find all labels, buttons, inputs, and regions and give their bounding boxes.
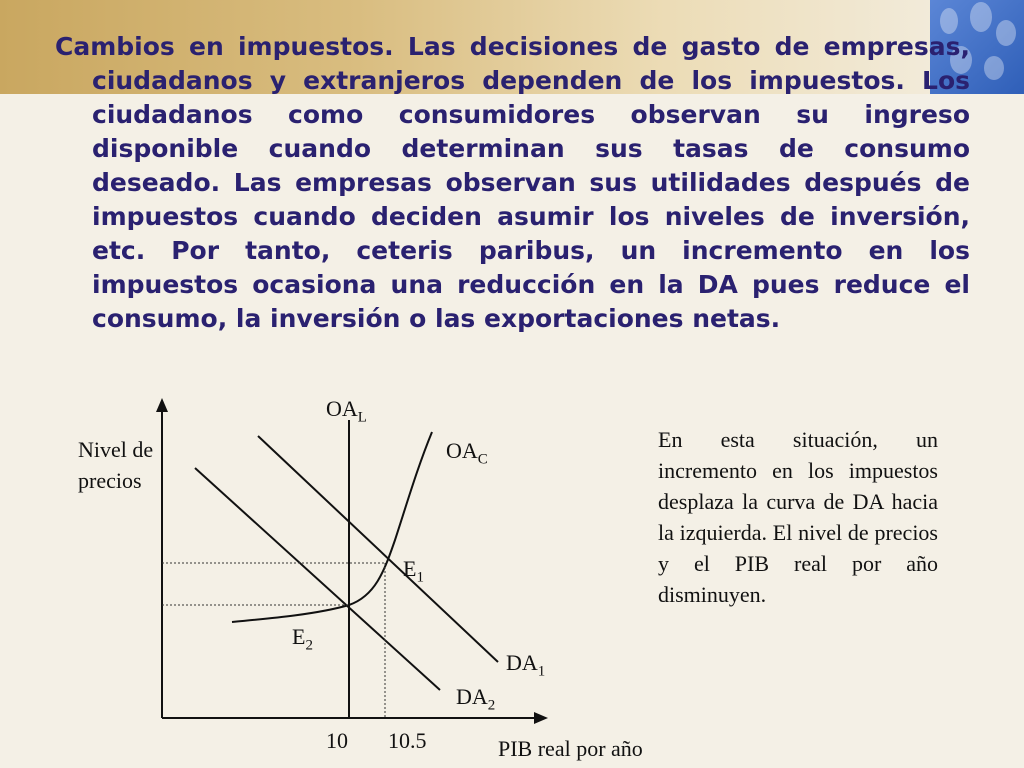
e1-label: $E_1$ [403,556,424,586]
y-axis-arrow [156,398,168,412]
da1-label: $DA_1$ [506,650,546,680]
x-tick-10-5: 10.5 [388,728,427,753]
side-note: En esta situación, un incremento en los impuestos desplaza la curva de DA hacia la izquierda. El nivel de precios y el PIB real por año disminuyen. [658,427,938,607]
x-tick-10: 10 [326,728,348,753]
x-axis-arrow [534,712,548,724]
x-axis-label: PIB real por año [498,736,643,761]
oac-curve [232,432,432,622]
oac-label: $OA_C$ [446,438,488,468]
da2-label: $DA_2$ [456,684,496,714]
oal-label: $OA_L$ [326,396,367,426]
paragraph-body: Las decisiones de gasto de empresas, ciudadanos y extranjeros dependen de los impuestos. Los ciudadanos como consumidores observan su ingreso disponible cuando determinan sus tasas de consumo deseado. Las empresas observan sus utilidades después de impuestos cuando deciden asumir los niveles de inversión, etc. Por tanto, ceteris paribus, un incremento en los impuestos ocasiona una reducción en la DA pues reduce el consumo, la inversión o las exportaciones netas. [92,32,970,333]
e2-label: $E_2$ [292,624,313,654]
y-axis-label: Nivel de precios [78,437,154,493]
paragraph-title: Cambios en impuestos. [55,32,394,61]
